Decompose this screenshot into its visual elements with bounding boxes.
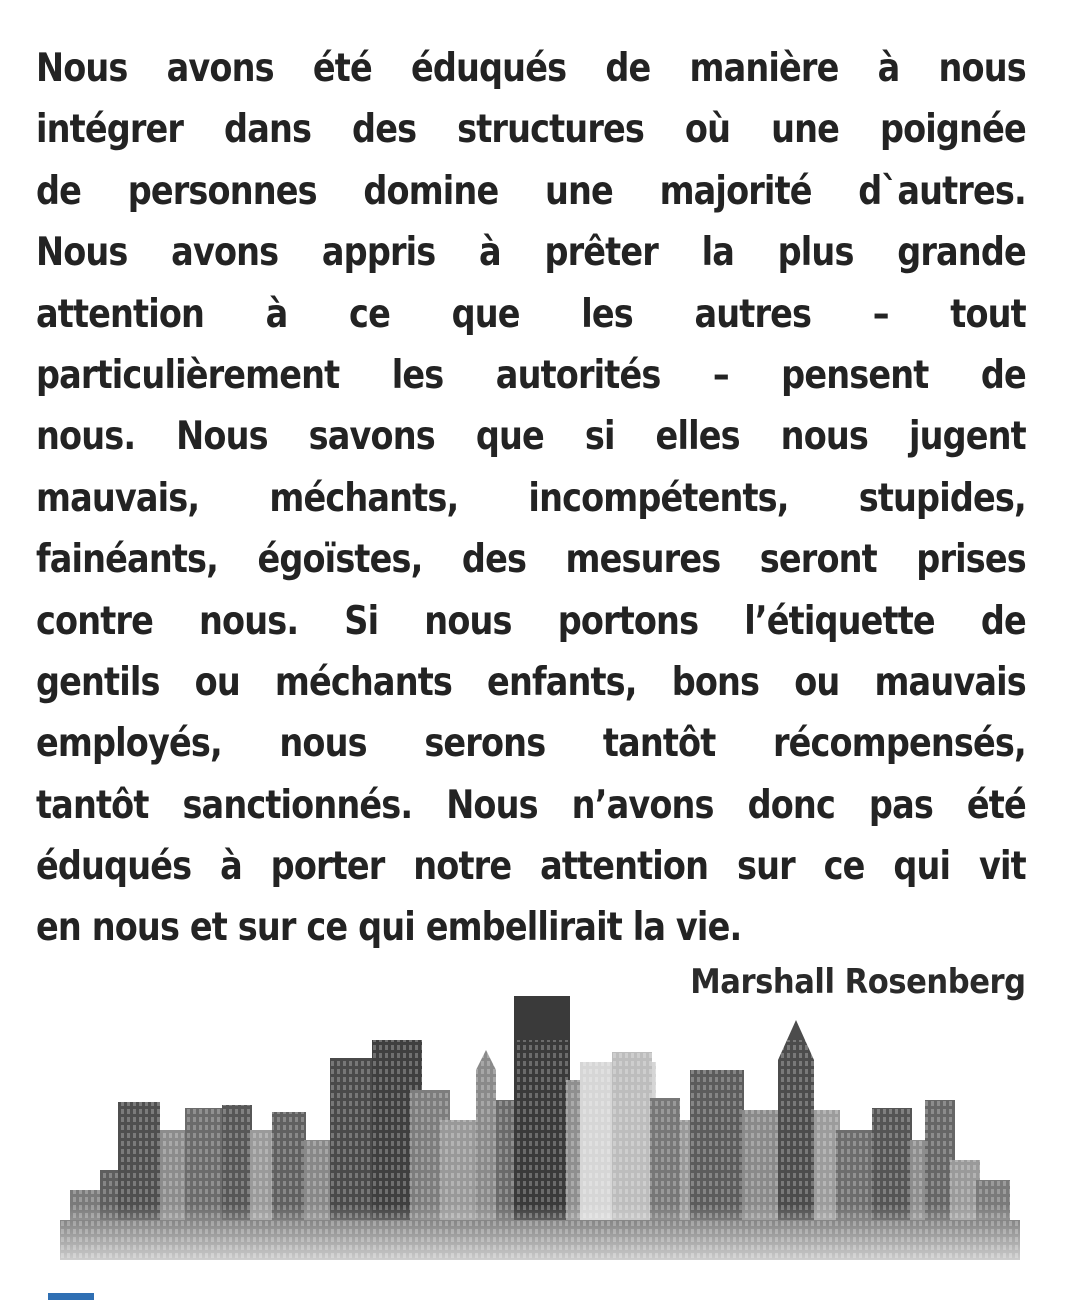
blue-mark [48,1293,94,1300]
author-name: Marshall Rosenberg [690,962,1026,1002]
quote-line: éduqués à porter notre attention sur ce qui vit [36,844,1026,890]
quote-line: tantôt sanctionnés. Nous n’avons donc pas été [36,782,1026,828]
quote-line: contre nous. Si nous portons l’étiquette de [36,598,1026,644]
quote-line: en nous et sur ce qui embellirait la vie. [36,905,742,951]
quote-line: employés, nous serons tantôt récompensés, [36,721,1026,767]
quote-line: attention à ce que les autres – tout [36,291,1026,337]
quote-text [36,38,1026,959]
quote-line: Nous avons été éduqués de manière à nous [36,46,1026,91]
quote-line: de personnes domine une majorité d`autres. [36,168,1026,214]
quote-line: mauvais, méchants, incompétents, stupides, [36,475,1026,521]
bottom-strip [0,1280,1074,1300]
quote-line: gentils ou méchants enfants, bons ou mauvais [36,659,1026,705]
quote-line: particulièrement les autorités – pensent de [36,352,1026,398]
quote-line: fainéants, égoïstes, des mesures seront prises [36,537,1026,583]
quote-line: Nous avons appris à prêter la plus grande [36,230,1026,276]
quote-line: nous. Nous savons que si elles nous jugent [36,414,1026,460]
quote-line: intégrer dans des structures où une poignée [36,107,1026,153]
city-skyline-image [0,980,1074,1280]
